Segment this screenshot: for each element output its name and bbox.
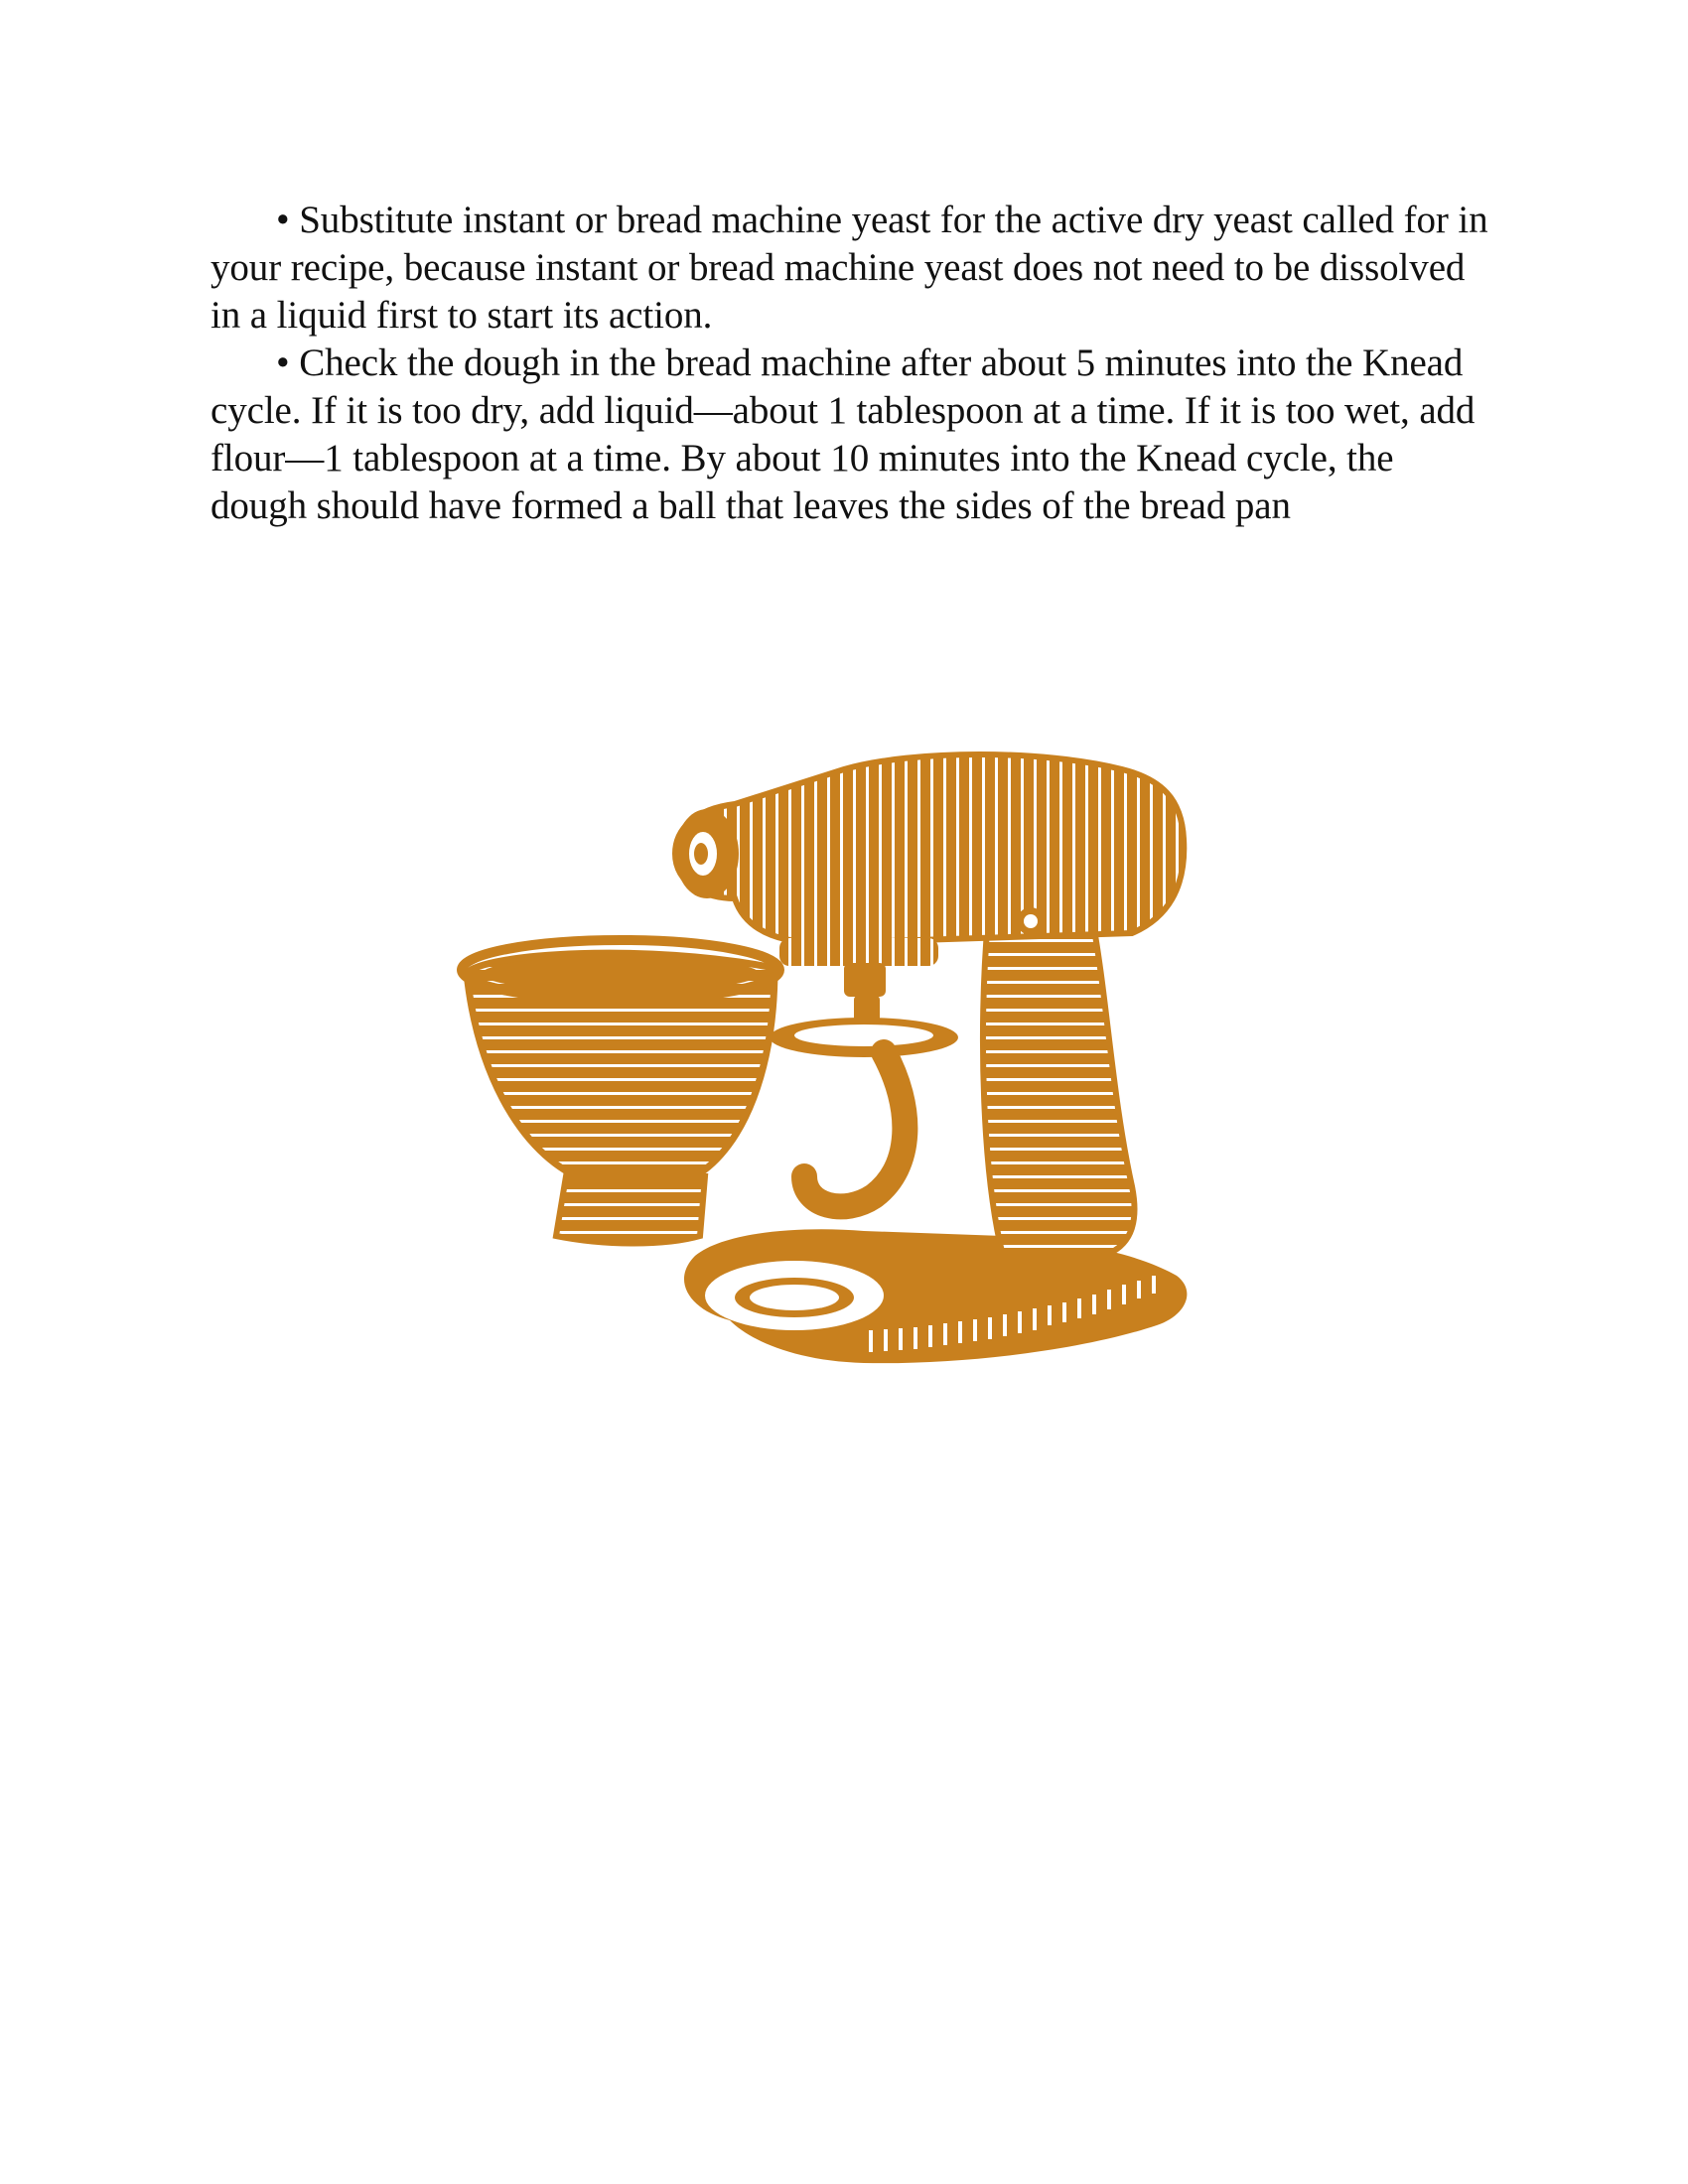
tip-paragraph-yeast: • Substitute instant or bread machine yeast for the active dry yeast called for in your recipe, because instant or bread machine yeast does not need to be dissolved in a liquid first to start its action. (211, 199, 1488, 337)
mixer-column (983, 918, 1135, 1261)
tip-paragraph-dough-check: • Check the dough in the bread machine after about 5 minutes into the Knead cycle. If it is too dry, add liquid—about 1 tablespoon at a time. If it is too wet, add flour—1 tablespoon at a time. By about 10 minutes into the Knead cycle, the dough should have formed a ball that leaves the sides of the bread pan (211, 341, 1476, 527)
mixer-head (675, 754, 1184, 966)
body-text (211, 197, 1491, 530)
stand-mixer-icon (447, 740, 1241, 1405)
mixer-beater-shaft (770, 963, 958, 1057)
dough-hook-icon (804, 1052, 905, 1206)
mixer-bowl (462, 940, 779, 1244)
